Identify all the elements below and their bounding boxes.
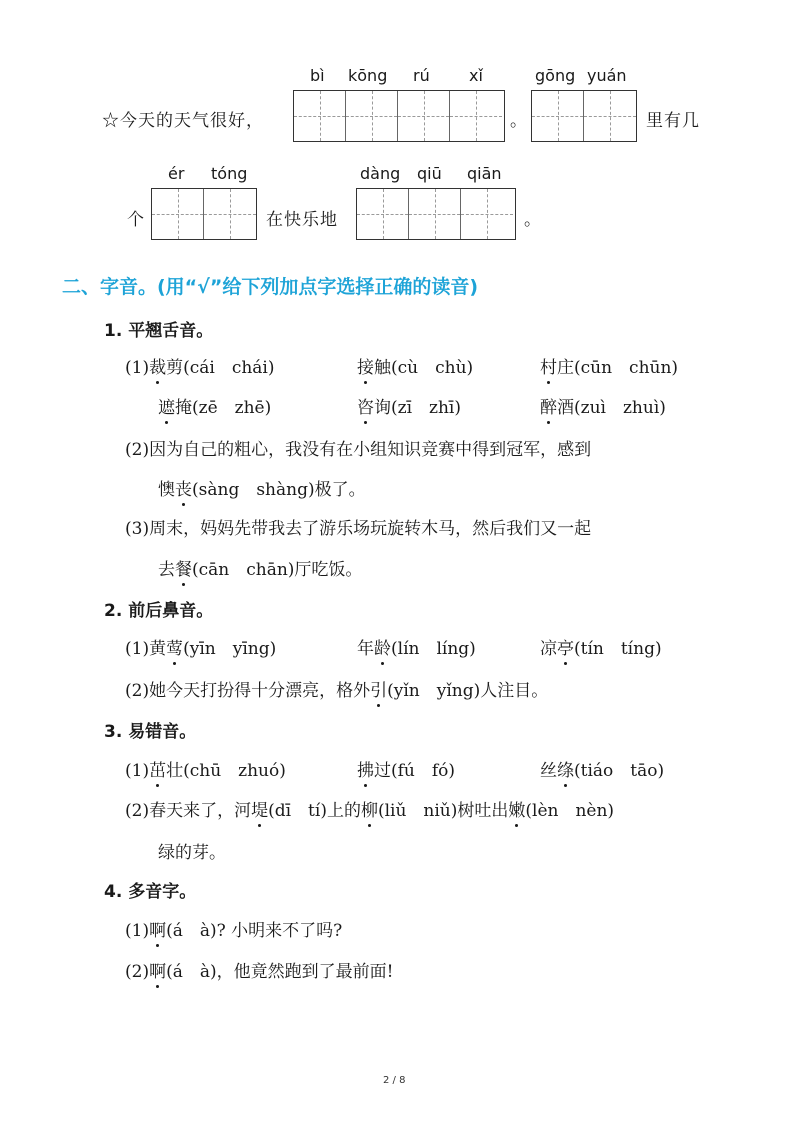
section-title: 二、字音。(用“√”给下列加点字选择正确的读音) — [62, 276, 479, 298]
pinyin-er: ér — [168, 164, 185, 183]
fill-line2-period: 。 — [524, 210, 542, 230]
dotted-char: 莺 — [166, 634, 183, 659]
dotted-char: 堤 — [251, 796, 268, 821]
pinyin-kong: kōng — [348, 66, 388, 85]
q1-title: 1. 平翘舌音。 — [104, 321, 214, 341]
dotted-char: 引 — [370, 676, 387, 701]
page-number: 2 / 8 — [383, 1075, 406, 1086]
dotted-char: 接 — [357, 353, 374, 378]
q1-p2-line1: (2)因为自己的粗心，我没有在小组知识竞赛中得到冠军，感到 — [125, 440, 592, 460]
dotted-char: 龄 — [374, 634, 391, 659]
q4-title: 4. 多音字。 — [104, 882, 197, 902]
dotted-char: 啊 — [149, 916, 166, 941]
q1-p3-line2: 去餐(cān chān)厅吃饭。 — [158, 555, 362, 580]
pinyin-qian: qiān — [467, 164, 502, 183]
dotted-char: 亭 — [557, 634, 574, 659]
pinyin-bi: bì — [310, 66, 325, 85]
dotted-char: 茁 — [149, 756, 166, 781]
q2-p2: (2)她今天打扮得十分漂亮，格外引(yǐn yǐng)人注目。 — [125, 676, 548, 701]
dotted-char: 醉 — [540, 393, 557, 418]
dotted-char: 丧 — [175, 475, 192, 500]
dotted-char: 裁 — [149, 353, 166, 378]
pinyin-ru: rú — [413, 66, 430, 85]
dotted-char: 遮 — [158, 393, 175, 418]
dotted-char: 拂 — [357, 756, 374, 781]
dotted-char: 绦 — [557, 756, 574, 781]
q3-title: 3. 易错音。 — [104, 722, 197, 742]
q4-p2: (2)啊(á à)，他竟然跑到了最前面! — [125, 957, 393, 982]
q2-title: 2. 前后鼻音。 — [104, 601, 214, 621]
dotted-char: 嫩 — [508, 796, 525, 821]
dotted-char: 村 — [540, 353, 557, 378]
pinyin-dang: dàng — [360, 164, 401, 183]
fill-line1-period: 。 — [510, 111, 528, 131]
dotted-char: 啊 — [149, 957, 166, 982]
q1-p2-line2: 懊丧(sàng shàng)极了。 — [158, 475, 366, 500]
fill-line2-middle: 在快乐地 — [266, 210, 338, 230]
dotted-char: 柳 — [361, 796, 378, 821]
fill-line1-suffix: 里有几 — [646, 111, 700, 131]
pinyin-yuan: yuán — [587, 66, 627, 85]
pinyin-xi: xǐ — [469, 66, 483, 85]
answer-grid-gongyuan[interactable] — [531, 90, 637, 142]
q3-p2-line2: 绿的芽。 — [158, 843, 226, 863]
fill-line2-prefix: 个 — [127, 210, 145, 230]
q1-p3-line1: (3)周末，妈妈先带我去了游乐场玩旋转木马，然后我们又一起 — [125, 519, 592, 539]
dotted-char: 餐 — [175, 555, 192, 580]
q4-p1: (1)啊(á à)? 小明来不了吗? — [125, 916, 342, 941]
answer-grid-ertong[interactable] — [151, 188, 257, 240]
pinyin-tong: tóng — [211, 164, 248, 183]
q3-p2-line1: (2)春天来了，河堤(dī tí)上的柳(liǔ niǔ)树吐出嫩(lèn nèn) — [125, 796, 614, 821]
fill-line1-prefix: ☆今天的天气很好， — [102, 111, 264, 131]
pinyin-gong: gōng — [535, 66, 576, 85]
pinyin-qiu: qiū — [417, 164, 442, 183]
answer-grid-dangqiuqian[interactable] — [356, 188, 516, 240]
answer-grid-biko ngruxi[interactable] — [293, 90, 505, 142]
dotted-char: 咨 — [357, 393, 374, 418]
